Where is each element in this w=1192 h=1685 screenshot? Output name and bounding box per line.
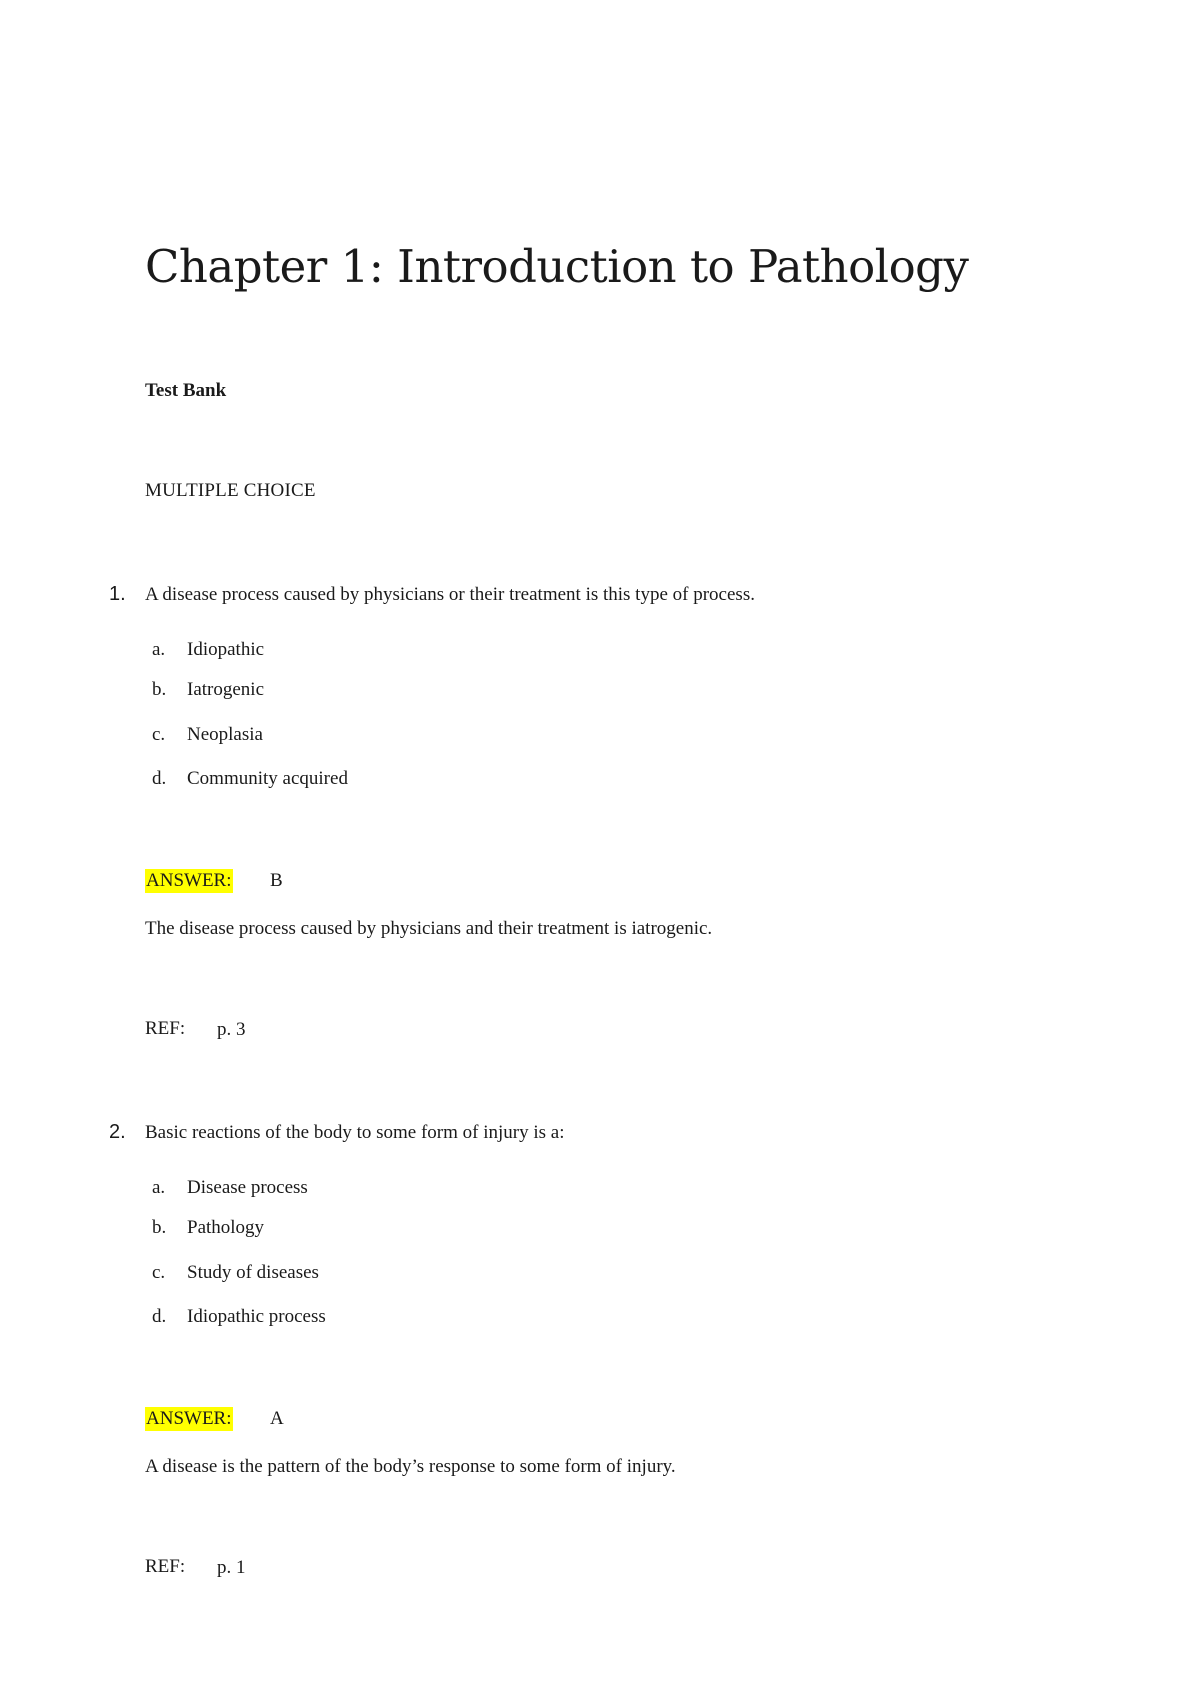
option-letter: a.: [152, 639, 166, 660]
ref-label: REF:: [145, 1556, 186, 1577]
option-text: Idiopathic: [187, 639, 265, 660]
answer-rationale: A disease is the pattern of the body’s response to some form of injury.: [145, 1456, 676, 1477]
ref-label: REF:: [145, 1018, 186, 1039]
test-bank-subtitle: Test Bank: [145, 380, 227, 401]
ref-value: p. 1: [217, 1557, 246, 1578]
option-letter: d.: [152, 768, 167, 789]
option-text: Neoplasia: [187, 724, 263, 745]
ref-value: p. 3: [217, 1019, 246, 1040]
option-letter: c.: [152, 1262, 166, 1283]
option-letter: b.: [152, 679, 167, 700]
question-stem: Basic reactions of the body to some form of injury is a:: [145, 1122, 565, 1143]
section-heading: MULTIPLE CHOICE: [145, 480, 316, 501]
option-text: Pathology: [187, 1217, 265, 1238]
answer-label: ANSWER:: [146, 870, 232, 891]
option-text: Study of diseases: [187, 1262, 319, 1283]
option-letter: d.: [152, 1306, 167, 1327]
chapter-title: Chapter 1: Introduction to Pathology: [145, 240, 969, 293]
question-number: 1.: [109, 583, 126, 605]
option-letter: a.: [152, 1177, 166, 1198]
question-number: 2.: [109, 1121, 126, 1143]
question-stem: A disease process caused by physicians or their treatment is this type of process.: [145, 584, 755, 605]
option-letter: c.: [152, 724, 166, 745]
option-text: Community acquired: [187, 768, 348, 789]
answer-value: B: [270, 870, 283, 891]
option-text: Idiopathic process: [187, 1306, 326, 1327]
answer-label: ANSWER:: [146, 1408, 232, 1429]
answer-rationale: The disease process caused by physicians and their treatment is iatrogenic.: [145, 918, 713, 939]
option-text: Iatrogenic: [187, 679, 265, 700]
option-text: Disease process: [187, 1177, 308, 1198]
option-letter: b.: [152, 1217, 167, 1238]
answer-value: A: [270, 1408, 284, 1429]
